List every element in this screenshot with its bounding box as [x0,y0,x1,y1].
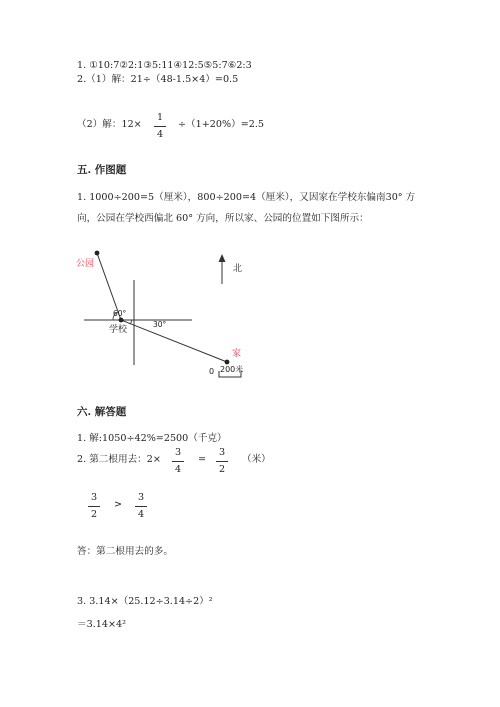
angle-30-arc [130,320,132,324]
section5-paragraph-line-1: 1. 1000÷200=5（厘米），800÷200=4（厘米），又因家在学校东偏南30° 方 [77,192,416,203]
fraction-numerator: 1 [156,112,164,123]
fraction-denominator: 4 [174,464,182,475]
fraction-bar [88,506,100,507]
home-point [225,360,230,365]
park-label: 公园 [76,259,95,269]
fraction-bar [172,461,184,462]
fraction-numerator: 3 [90,492,98,503]
angle-60-label: 60° [113,309,127,318]
solution-2-unit: （米） [242,454,271,465]
fraction-three-quarters [172,447,184,476]
line-to-home [121,320,227,362]
solution-3-line-2: ＝3.14×4² [77,619,126,630]
answer-line-2: 2.（1）解：21÷（48-1.5×4）=0.5 [77,74,239,85]
park-point [95,251,100,256]
fraction-denominator: 4 [156,129,164,140]
fraction-denominator: 2 [218,464,226,475]
answer-line-3-prefix: （2）解：12× [77,119,142,130]
solution-2-prefix: 2. 第二根用去：2× [77,454,161,465]
solution-3-line-1: 3. 3.14×（25.12÷3.14÷2）² [77,596,213,607]
answer-line-1: 1. ①10:7②2:1③5:11④12:5⑤5:7⑥2:3 [77,60,252,71]
equals-sign: = [198,454,207,465]
compare-fraction-right [135,492,147,521]
home-label: 家 [232,349,242,359]
section-heading-drawing: 五. 作图题 [77,164,127,176]
fraction-numerator: 3 [174,447,182,458]
fraction-denominator: 4 [137,509,145,520]
compare-fraction-left [88,492,100,521]
fraction-denominator: 2 [90,509,98,520]
fraction-bar [135,506,147,507]
fraction-bar [216,461,228,462]
solution-2-answer: 答：第二根用去的多。 [77,546,173,557]
angle-30-label: 30° [153,320,167,329]
greater-than-sign: > [114,499,123,510]
scale-distance-label: 200米 [220,365,244,374]
school-point [119,318,124,323]
fraction-three-halves [216,447,228,476]
solution-1: 1. 解:1050÷42%=2500（千克） [77,433,227,444]
fraction-numerator: 3 [137,492,145,503]
north-label: 北 [233,264,243,274]
answer-line-3-suffix: ÷（1+20%）=2.5 [178,119,264,130]
north-arrow-icon [219,254,226,262]
scale-zero-label: 0 [209,367,215,376]
section-heading-solutions: 六. 解答题 [77,406,127,418]
school-label: 学校 [109,325,128,335]
section5-paragraph-line-2: 向，公园在学校西偏北 60° 方向，所以家、公园的位置如下图所示： [77,213,369,224]
fraction-numerator: 3 [218,447,226,458]
